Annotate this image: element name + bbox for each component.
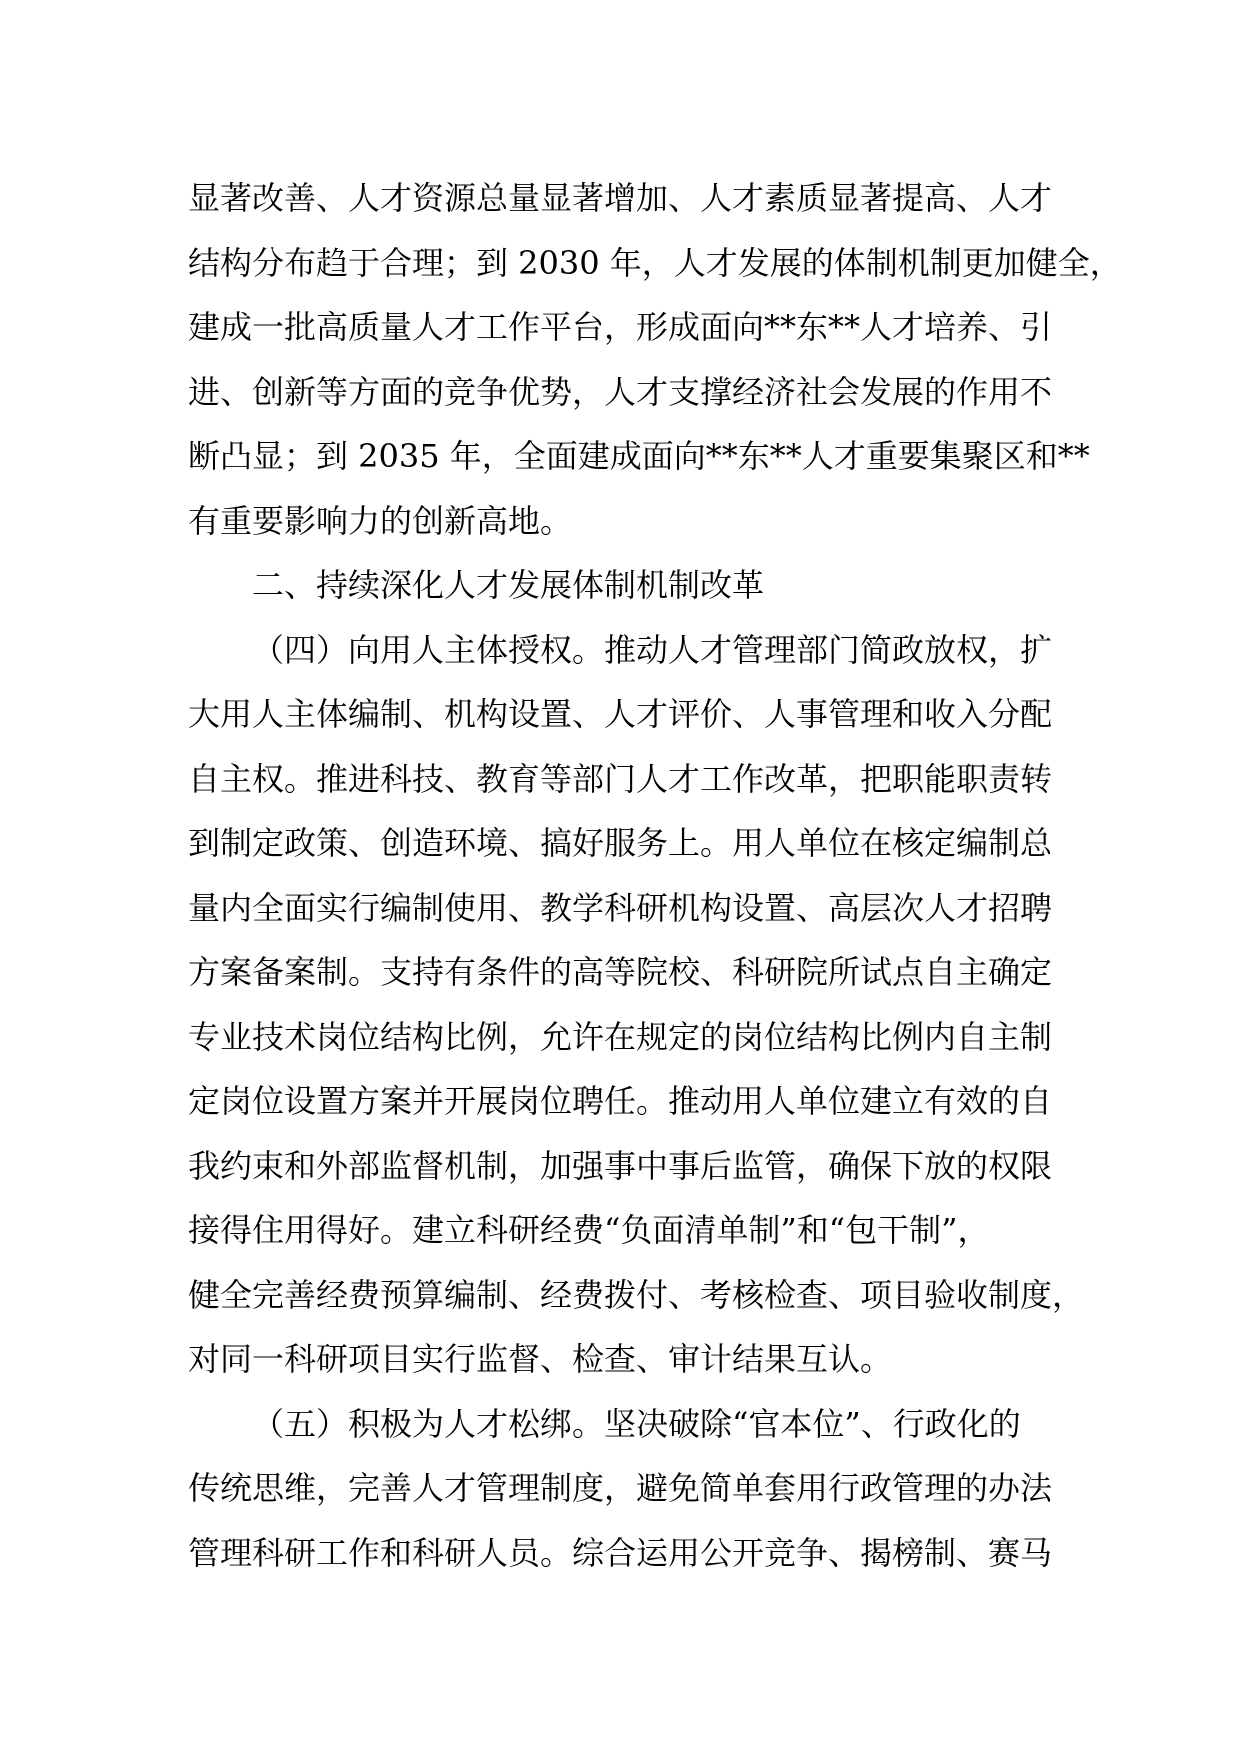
- text-line: 显著改善、人才资源总量显著增加、人才素质显著提高、人才: [188, 179, 1053, 217]
- text-line: 到制定政策、创造环境、搞好服务上。用人单位在核定编制总: [188, 824, 1053, 862]
- text-line: 结构分布趋于合理；到 2030 年，人才发展的体制机制更加健全，: [188, 243, 1122, 282]
- text-line: 对同一科研项目实行监督、检查、审计结果互认。: [188, 1340, 893, 1378]
- text-line: 接得住用得好。建立科研经费“负面清单制”和“包干制”，: [188, 1211, 990, 1249]
- text-line: 专业技术岗位结构比例，允许在规定的岗位结构比例内自主制: [188, 1017, 1053, 1056]
- paragraph-start: （五）积极为人才松绑。坚决破除“官本位”、行政化的: [252, 1404, 1021, 1443]
- section-heading: 二、持续深化人才发展体制机制改革: [252, 566, 765, 604]
- text-line: 量内全面实行编制使用、教学科研机构设置、高层次人才招聘: [188, 888, 1053, 927]
- text-line: 进、创新等方面的竞争优势，人才支撑经济社会发展的作用不: [188, 372, 1053, 411]
- text-line: 健全完善经费预算编制、经费拨付、考核检查、项目验收制度，: [188, 1275, 1085, 1314]
- body-text: [188, 166, 1122, 1585]
- text-line: 大用人主体编制、机构设置、人才评价、人事管理和收入分配: [188, 695, 1053, 733]
- text-line: 我约束和外部监督机制，加强事中事后监管，确保下放的权限: [188, 1146, 1053, 1185]
- text-line: 建成一批高质量人才工作平台，形成面向**东**人才培养、引: [188, 308, 1053, 346]
- text-line: 传统思维，完善人才管理制度，避免简单套用行政管理的办法: [188, 1469, 1053, 1507]
- text-line: 断凸显；到 2035 年，全面建成面向**东**人才重要集聚区和**: [188, 437, 1090, 475]
- text-line: 管理科研工作和科研人员。综合运用公开竞争、揭榜制、赛马: [188, 1533, 1053, 1572]
- text-line: 有重要影响力的创新高地。: [188, 501, 573, 540]
- text-line: 方案备案制。支持有条件的高等院校、科研院所试点自主确定: [188, 953, 1053, 991]
- text-line: 定岗位设置方案并开展岗位聘任。推动用人单位建立有效的自: [188, 1082, 1053, 1120]
- paragraph-start: （四）向用人主体授权。推动人才管理部门简政放权，扩: [252, 630, 1053, 669]
- text-line: 自主权。推进科技、教育等部门人才工作改革，把职能职责转: [188, 759, 1053, 798]
